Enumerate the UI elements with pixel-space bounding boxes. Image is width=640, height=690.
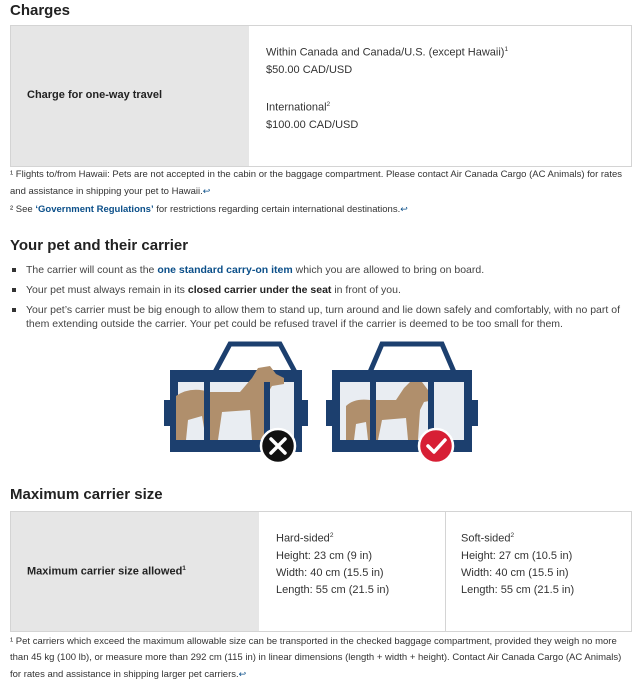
charges-table: [10, 25, 632, 167]
carrier-bullet-3: Your pet’s carrier must be big enough to allow them to stand up, turn around and lie down safely and comfortably, with no part of them extending outside the carrier. Your pet could be refused travel if the carrier is deemed to be too small for them.: [26, 303, 634, 331]
charges-footnote-2: [10, 201, 632, 218]
footnote-1-text: ¹ Flights to/from Hawaii: Pets are not accepted in the cabin or the baggage compartment. Please contact Air Canada Cargo (AC Animals) for rates and assistance in shipping your pet to Hawaii.: [10, 169, 622, 197]
hard-sided-width: Width: 40 cm (15.5 in): [276, 566, 384, 579]
international-price: $100.00 CAD/USD: [266, 118, 359, 131]
left-carrier-handle: [215, 344, 295, 372]
charges-option-international: [266, 96, 358, 134]
domestic-footnote-ref[interactable]: 1: [504, 46, 509, 53]
hard-sided-height: Height: 23 cm (9 in): [276, 549, 372, 562]
bullet-1-pre: The carrier will count as the: [26, 264, 158, 276]
charges-row-label: Charge for one-way travel: [27, 89, 163, 101]
correct-check-icon: [419, 429, 453, 463]
soft-sided-footnote-ref[interactable]: 2: [510, 532, 515, 539]
size-row-header: [11, 512, 259, 631]
carrier-correct-size: [326, 344, 478, 463]
size-row-label: [27, 565, 186, 578]
carrier-size-illustration: [160, 336, 480, 466]
soft-sided-length: Length: 55 cm (21.5 in): [461, 583, 575, 596]
right-carrier-handle: [370, 344, 454, 372]
soft-sided-specs: [461, 527, 574, 599]
size-heading: Maximum carrier size: [10, 486, 163, 503]
carrier-bullet-2: [26, 283, 634, 297]
domestic-label: Within Canada and Canada/U.S. (except Hawaii): [266, 46, 505, 59]
soft-sided-title: Soft-sided: [461, 532, 511, 545]
footnote-2-suffix: for restrictions regarding certain international destinations.: [153, 204, 401, 215]
hard-sided-footnote-ref[interactable]: 2: [329, 532, 334, 539]
government-regulations-link[interactable]: ‘Government Regulations’: [35, 204, 154, 215]
size-footnote-text: ¹ Pet carriers which exceed the maximum allowable size can be transported in the checked baggage compartment, provided they weigh no more than 45 kg (100 lb), or measure more than 292 cm (115 in) in linear dimensions (length + width + height). Contact Air Canada Cargo (AC Animals) for rates and assistance in shipping larger pet carriers.: [10, 636, 622, 680]
carrier-bullet-1: [26, 263, 634, 277]
carrier-heading: Your pet and their carrier: [10, 237, 189, 254]
charges-row-header: [11, 26, 249, 166]
return-arrow-icon[interactable]: ↩: [400, 204, 408, 214]
hard-sided-specs: [276, 527, 389, 599]
carrier-too-small: [164, 344, 308, 463]
charges-heading: Charges: [10, 2, 71, 19]
footnote-2-prefix: ² See: [10, 204, 36, 215]
standard-carry-on-link[interactable]: one standard carry-on item: [157, 264, 293, 276]
hard-sided-length: Length: 55 cm (21.5 in): [276, 583, 390, 596]
bullet-2-post: in front of you.: [331, 284, 401, 296]
charges-footnote-1: [10, 167, 632, 200]
charges-option-domestic: [266, 41, 508, 79]
bullet-2-pre: Your pet must always remain in its: [26, 284, 188, 296]
bullet-1-post: which you are allowed to bring on board.: [292, 264, 485, 276]
return-arrow-icon[interactable]: ↩: [238, 669, 247, 679]
size-footnote-ref[interactable]: 1: [182, 565, 186, 572]
soft-sided-width: Width: 40 cm (15.5 in): [461, 566, 569, 579]
size-row-label-text: Maximum carrier size allowed: [27, 565, 183, 578]
domestic-price: $50.00 CAD/USD: [266, 63, 353, 76]
size-column-divider: [445, 512, 446, 631]
right-carrier-top: [332, 370, 472, 382]
return-arrow-icon[interactable]: ↩: [202, 186, 211, 196]
size-table: [10, 511, 632, 632]
size-footnote: [10, 634, 632, 683]
international-label: International: [266, 101, 327, 114]
hard-sided-title: Hard-sided: [276, 532, 330, 545]
soft-sided-height: Height: 27 cm (10.5 in): [461, 549, 573, 562]
bullet-2-bold: closed carrier under the seat: [187, 284, 332, 296]
international-footnote-ref[interactable]: 2: [326, 101, 331, 108]
